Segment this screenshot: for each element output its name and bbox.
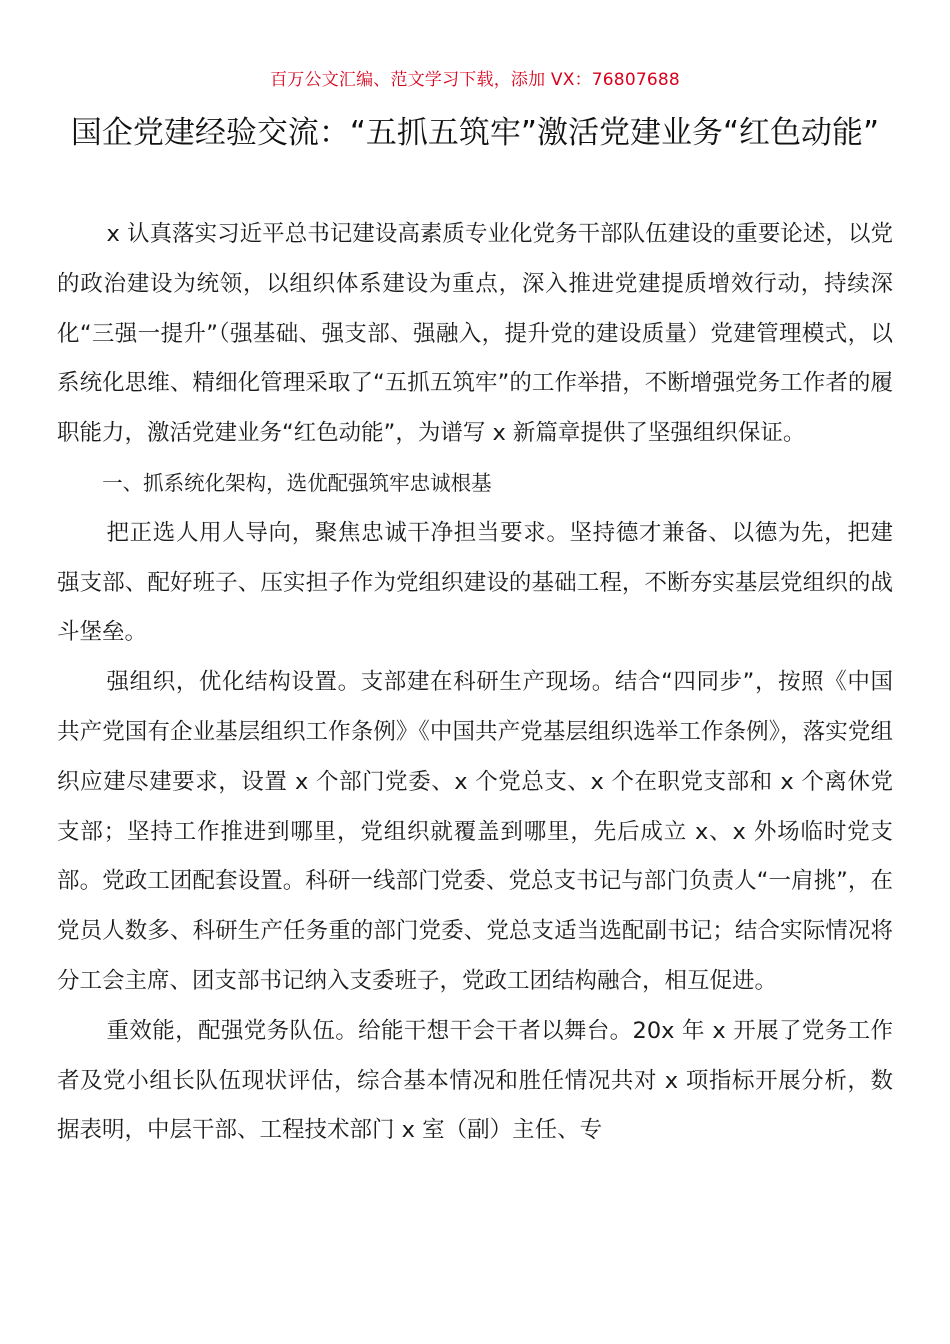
section-heading: 一、抓系统化架构，选优配强筑牢忠诚根基 — [102, 470, 492, 495]
body-paragraph: 强组织，优化结构设置。支部建在科研生产现场。结合“四同步”，按照《中国共产党国有企业基层组织工作条例》《中国共产党基层组织选举工作条例》，落实党组织应建尽建要求，设置 x 个部门党委、x 个党总支、x 个在职党支部和 x 个离休党支部；坚持工作推进到哪里，党组织就覆盖到哪里，先后成立 x、x 外场临时党支部。党政工团配套设置。科研一线部门党委、党总支书记与部门负责人“一肩挑”，在党员人数多、科研生产任务重的部门党委、党总支适当选配副书记；结合实际情况将分工会主席、团支部书记纳入支委班子，党政工团结构融合，相互促进。 — [57, 669, 893, 994]
watermark-text: 百万公文汇编、范文学习下载，添加 VX：76807688 — [270, 70, 680, 90]
body-paragraph: 把正选人用人导向，聚焦忠诚干净担当要求。坚持德才兼备、以德为先，把建强支部、配好班子、压实担子作为党组织建设的基础工程，不断夯实基层党组织的战斗堡垒。 — [57, 519, 893, 646]
intro-paragraph: x 认真落实习近平总书记建设高素质专业化党务干部队伍建设的重要论述，以党的政治建设为统领，以组织体系建设为重点，深入推进党建提质增效行动，持续深化“三强一提升”（强基础、强支部、强融入，提升党的建设质量）党建管理模式，以系统化思维、精细化管理采取了“五抓五筑牢”的工作举措，不断增强党务工作者的履职能力，激活党建业务“红色动能”，为谱写 x 新篇章提供了坚强组织保证。 — [57, 221, 893, 447]
body-paragraph: 重效能，配强党务队伍。给能干想干会干者以舞台。20x 年 x 开展了党务工作者及党小组长队伍现状评估，综合基本情况和胜任情况共对 x 项指标开展分析，数据表明，中层干部、工程技术部门 x 室（副）主任、专 — [57, 1017, 893, 1144]
document-body — [57, 210, 893, 1156]
document-title: 国企党建经验交流：“五抓五筑牢”激活党建业务“红色动能” — [70, 115, 880, 151]
